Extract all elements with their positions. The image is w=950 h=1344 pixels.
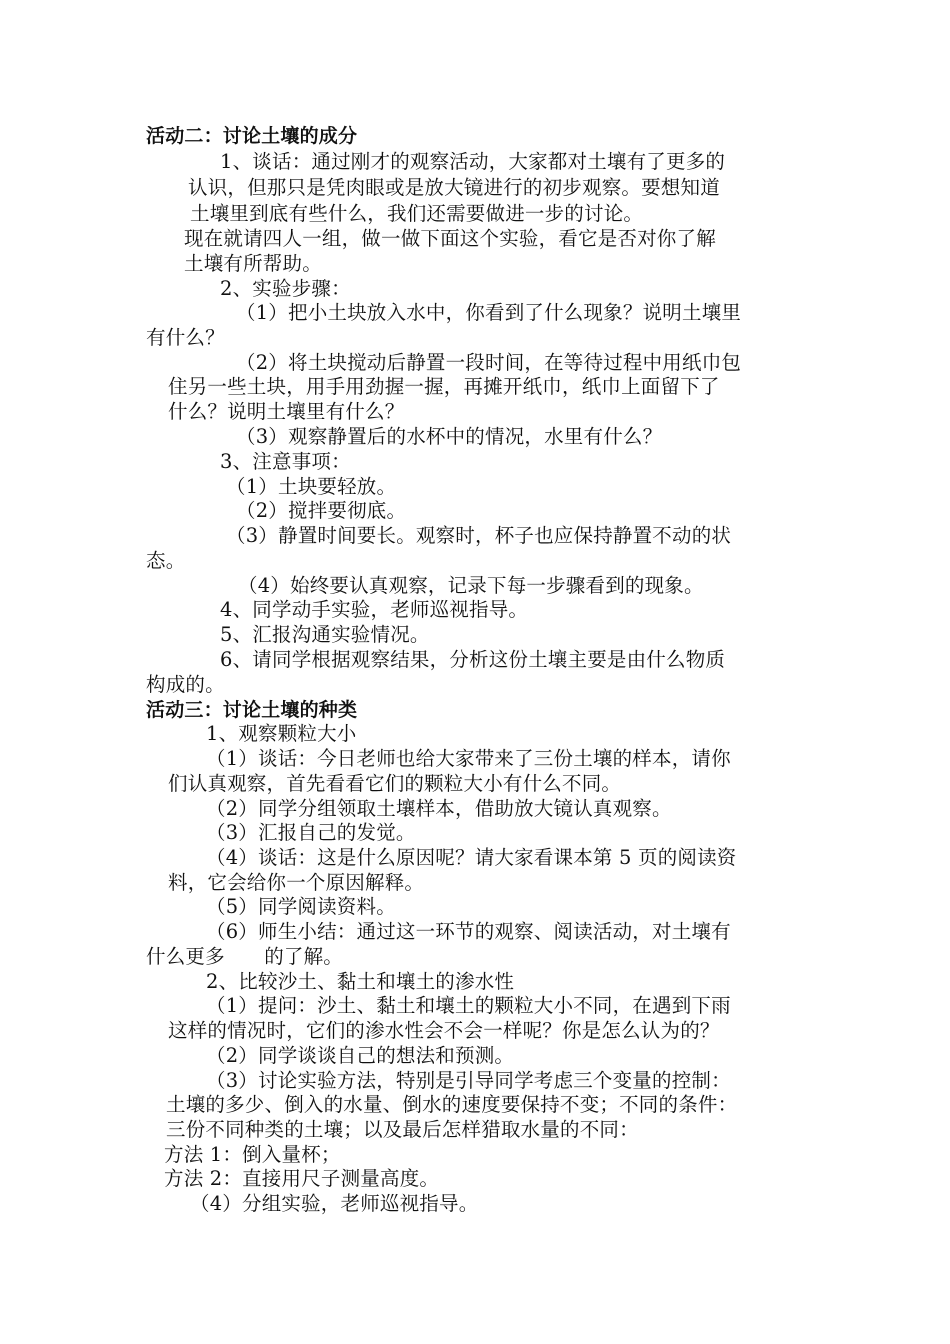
list-item: （1）提问：沙土、黏土和壤土的颗粒大小不同，在遇到下雨	[206, 994, 731, 1017]
paragraph-line: 态。	[146, 549, 186, 572]
list-item: （3）讨论实验方法，特别是引导同学考虑三个变量的控制：	[206, 1069, 731, 1092]
paragraph-line: 什么更多 的了解。	[146, 945, 344, 968]
list-heading: 2、比较沙土、黏土和壤土的渗水性	[206, 970, 515, 993]
list-item: （4）谈话：这是什么原因呢？请大家看课本第 5 页的阅读资	[206, 846, 737, 869]
list-item: （1）土块要轻放。	[226, 475, 397, 498]
section-heading-activity-3: 活动三：讨论土壤的种类	[146, 699, 358, 721]
list-item: 5、汇报沟通实验情况。	[220, 623, 430, 646]
list-item: （2）同学谈谈自己的想法和预测。	[206, 1044, 515, 1067]
list-item: （1）谈话：今日老师也给大家带来了三份土壤的样本，请你	[206, 747, 731, 770]
method-item: 方法 2：直接用尺子测量高度。	[164, 1167, 440, 1190]
list-item: （2）搅拌要彻底。	[236, 499, 407, 522]
list-item: （2）同学分组领取土壤样本，借助放大镜认真观察。	[206, 797, 672, 820]
paragraph-line: 这样的情况时，它们的渗水性会不会一样呢？你是怎么认为的？	[168, 1019, 720, 1042]
paragraph-line: 住另一些土块，用手用劲握一握，再摊开纸巾，纸巾上面留下了	[168, 375, 720, 398]
paragraph-line: 土壤的多少、倒入的水量、倒水的速度要保持不变；不同的条件：	[166, 1093, 738, 1116]
paragraph-line: 1、谈话：通过刚才的观察活动，大家都对土壤有了更多的	[220, 150, 726, 173]
list-item: （6）师生小结：通过这一环节的观察、阅读活动，对土壤有	[206, 920, 731, 943]
list-item: （2）将土块搅动后静置一段时间，在等待过程中用纸巾包	[236, 351, 742, 374]
paragraph-line: 认识，但那只是凭肉眼或是放大镜进行的初步观察。要想知道	[188, 176, 720, 199]
list-item: （5）同学阅读资料。	[206, 895, 396, 918]
paragraph-line: 什么？说明土壤里有什么？	[168, 400, 405, 423]
section-heading-activity-2: 活动二：讨论土壤的成分	[146, 125, 358, 147]
method-item: 方法 1：倒入量杯；	[164, 1143, 341, 1166]
paragraph-line: 三份不同种类的土壤；以及最后怎样猎取水量的不同：	[166, 1118, 639, 1141]
list-item: （3）静置时间要长。观察时，杯子也应保持静置不动的状	[226, 524, 732, 547]
list-item: （1）把小土块放入水中，你看到了什么现象？说明土壤里	[236, 301, 742, 324]
paragraph-line: 现在就请四人一组，做一做下面这个实验，看它是否对你了解	[184, 227, 716, 250]
paragraph-line: 有什么？	[146, 326, 225, 349]
paragraph-line: 料，它会给你一个原因解释。	[168, 871, 425, 894]
list-item: （3）观察静置后的水杯中的情况，水里有什么？	[236, 425, 663, 448]
paragraph-line: 们认真观察，首先看看它们的颗粒大小有什么不同。	[168, 772, 622, 795]
list-item: （3）汇报自己的发觉。	[206, 821, 416, 844]
paragraph-line: 构成的。	[146, 673, 225, 696]
list-item: 6、请同学根据观察结果，分析这份土壤主要是由什么物质	[220, 648, 726, 671]
list-heading: 2、实验步骤：	[220, 277, 351, 300]
list-heading: 1、观察颗粒大小	[206, 722, 357, 745]
paragraph-line: 土壤里到底有些什么，我们还需要做进一步的讨论。	[190, 202, 644, 225]
list-item: 4、同学动手实验，老师巡视指导。	[220, 598, 529, 621]
paragraph-line: 土壤有所帮助。	[184, 252, 322, 275]
list-item: （4）分组实验，老师巡视指导。	[190, 1192, 479, 1215]
list-item: （4）始终要认真观察，记录下每一步骤看到的现象。	[238, 574, 704, 597]
list-heading: 3、注意事项：	[220, 450, 351, 473]
